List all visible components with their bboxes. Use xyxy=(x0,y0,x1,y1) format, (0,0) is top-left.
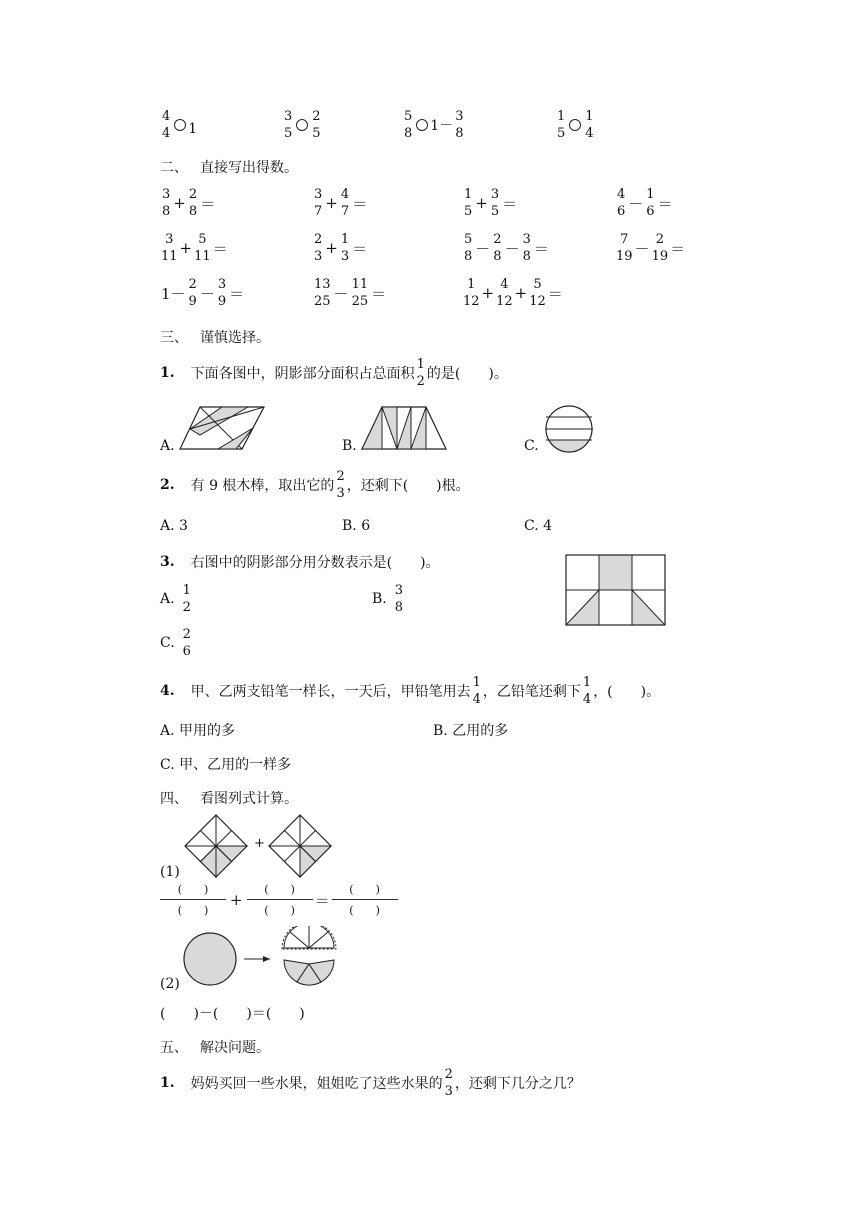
section-title: 看图列式计算。 xyxy=(200,791,298,807)
q2-option-c[interactable] xyxy=(524,518,552,534)
q1-option-a[interactable] xyxy=(160,438,175,454)
equals-sign: ＝ xyxy=(371,284,387,303)
fraction xyxy=(188,188,198,218)
denominator: 19 xyxy=(616,249,633,264)
calc-expression xyxy=(462,188,518,218)
question-number: 3. xyxy=(160,554,175,570)
denominator: 19 xyxy=(651,249,669,264)
fraction xyxy=(217,278,227,308)
calc-expression xyxy=(312,188,368,218)
q4-option-a[interactable] xyxy=(160,720,235,740)
numerator: 5 xyxy=(464,232,473,247)
numerator: 1 xyxy=(467,277,476,292)
denominator: 5 xyxy=(312,126,321,141)
question-4 xyxy=(160,676,660,706)
fraction xyxy=(492,233,502,263)
fraction xyxy=(313,278,332,308)
fraction xyxy=(182,628,192,658)
denominator: 12 xyxy=(463,294,480,309)
q3-grid-figure xyxy=(565,554,667,626)
fraction xyxy=(556,110,566,140)
section-title: 解决问题。 xyxy=(200,1040,270,1056)
option-label: B. xyxy=(372,591,387,607)
fraction xyxy=(645,188,655,218)
fraction xyxy=(194,233,211,263)
equals-sign: ＝ xyxy=(212,239,228,258)
fraction xyxy=(522,233,532,263)
s4-diamond-figure-2 xyxy=(268,814,332,878)
s4-diamond-figure-1 xyxy=(184,814,248,878)
equals-sign: ＝ xyxy=(502,194,518,213)
fraction xyxy=(496,278,513,308)
fraction xyxy=(394,584,404,614)
numerator: 5 xyxy=(198,232,207,247)
denominator: 2 xyxy=(182,600,191,615)
option-label: B. 6 xyxy=(342,518,371,534)
compare-prefix: 1－ xyxy=(430,118,454,134)
compare-circle[interactable] xyxy=(296,119,308,131)
denominator: 4 xyxy=(582,692,592,707)
denominator: 8 xyxy=(162,204,171,219)
denominator: 8 xyxy=(404,126,413,141)
denominator: 5 xyxy=(490,204,500,219)
equals-sign: ＝ xyxy=(547,284,563,303)
question-text: 妈妈买回一些水果，姐姐吃了这些水果的 xyxy=(190,1076,443,1092)
option-label: C. 甲、乙用的一样多 xyxy=(160,757,292,773)
fraction xyxy=(416,358,426,388)
denominator: 5 xyxy=(557,126,566,141)
question-2 xyxy=(160,470,470,500)
q1-figure-c-circle xyxy=(543,404,595,454)
numerator: 1 xyxy=(582,675,592,690)
denominator: 7 xyxy=(340,204,350,219)
fraction xyxy=(652,233,669,263)
option-label: A. 甲用的多 xyxy=(160,723,236,739)
denominator: 3 xyxy=(444,1084,453,1099)
operator: + xyxy=(514,284,528,302)
denominator: 12 xyxy=(529,294,546,309)
fraction xyxy=(490,188,500,218)
question-text-end: 的是( )。 xyxy=(426,366,508,382)
denominator: 8 xyxy=(455,126,464,141)
denominator: 8 xyxy=(464,249,473,264)
compare-circle[interactable] xyxy=(416,119,428,131)
fraction xyxy=(444,1068,454,1098)
q4-option-c[interactable] xyxy=(160,754,291,774)
q2-option-b[interactable] xyxy=(342,518,370,534)
operator: － xyxy=(628,194,644,213)
denominator: 3 xyxy=(336,486,345,501)
numerator: 2 xyxy=(444,1067,453,1082)
operator: + xyxy=(475,194,488,212)
section-heading-4 xyxy=(160,788,298,808)
numerator: 2 xyxy=(312,109,321,124)
q3-option-a[interactable] xyxy=(160,584,193,614)
numerator: 2 xyxy=(655,232,664,247)
question-text-end: ，还剩下几分之几？ xyxy=(454,1076,581,1092)
blank-fraction[interactable] xyxy=(160,884,226,916)
equals-sign: ＝ xyxy=(533,239,549,258)
operator: － xyxy=(634,239,650,258)
numerator: 3 xyxy=(162,187,171,202)
operator: + xyxy=(481,284,495,302)
question-text-end: ，( )。 xyxy=(593,684,661,700)
numerator: 13 xyxy=(314,277,331,292)
numerator: 1 xyxy=(182,583,191,598)
fraction xyxy=(161,233,178,263)
question-text: 右图中的阴影部分用分数表示是( )。 xyxy=(190,555,440,571)
compare-item-4 xyxy=(555,110,596,140)
fraction xyxy=(616,233,633,263)
question-number: 1. xyxy=(160,1075,175,1091)
denominator: 11 xyxy=(194,249,211,264)
denominator: 6 xyxy=(182,644,191,659)
operator: － xyxy=(333,284,349,303)
fraction xyxy=(340,233,350,263)
option-label: C. xyxy=(160,635,175,651)
denominator: 5 xyxy=(284,126,293,141)
equals-sign: ＝ xyxy=(657,194,673,213)
fraction xyxy=(463,278,480,308)
denominator: 3 xyxy=(340,249,350,264)
numerator: 2 xyxy=(314,232,323,247)
fraction xyxy=(529,278,546,308)
calc-expression xyxy=(160,188,216,218)
fraction xyxy=(454,110,464,140)
numerator: 1 xyxy=(464,187,473,202)
s4-subtraction-line[interactable]: ( )－( )＝( ) xyxy=(160,1006,305,1022)
operator: + xyxy=(173,194,186,212)
compare-circle[interactable] xyxy=(569,119,581,131)
section-number: 三、 xyxy=(160,330,188,346)
q1-option-b[interactable] xyxy=(342,438,357,454)
option-label: A. 3 xyxy=(160,518,188,534)
fraction xyxy=(311,110,321,140)
s4-part-1-label: (1) xyxy=(160,864,180,880)
fraction xyxy=(472,676,482,706)
question-text: 下面各图中，阴影部分面积占总面积 xyxy=(190,366,415,382)
q2-option-a[interactable] xyxy=(160,518,188,534)
option-label: B. xyxy=(342,438,357,454)
operator: － xyxy=(475,239,491,258)
section-number: 二、 xyxy=(160,160,188,176)
section-title: 直接写出得数。 xyxy=(200,160,298,176)
numerator: 3 xyxy=(165,232,174,247)
section-title: 谨慎选择。 xyxy=(200,330,270,346)
denominator: 11 xyxy=(161,249,178,264)
fraction xyxy=(463,233,473,263)
equals-sign: ＝ xyxy=(352,194,368,213)
numerator: 3 xyxy=(522,232,531,247)
problem-1 xyxy=(160,1068,581,1098)
numerator: 5 xyxy=(533,277,542,292)
option-label: C. xyxy=(524,438,539,454)
denominator: 5 xyxy=(464,204,473,219)
numerator: 2 xyxy=(188,277,197,292)
numerator: 2 xyxy=(182,627,191,642)
s4-circle-pie-figure xyxy=(182,926,342,990)
fraction xyxy=(313,233,323,263)
operator: － xyxy=(199,284,215,303)
calc-expression xyxy=(615,188,674,218)
blank-numerator[interactable]: ( ) xyxy=(247,884,313,900)
numerator: 4 xyxy=(162,109,171,124)
denominator: 8 xyxy=(394,600,404,615)
denominator: 4 xyxy=(162,126,171,141)
compare-item-1 xyxy=(160,110,197,140)
blank-numerator[interactable]: ( ) xyxy=(332,884,398,900)
numerator: 1 xyxy=(340,232,350,247)
numerator: 1 xyxy=(646,187,655,202)
plus-operator: + xyxy=(230,891,243,909)
question-text: 甲、乙两支铅笔一样长，一天后，甲铅笔用去 xyxy=(190,684,471,700)
operator: － xyxy=(504,239,520,258)
equals-sign: ＝ xyxy=(352,239,368,258)
numerator: 4 xyxy=(500,277,509,292)
question-number: 4. xyxy=(160,683,175,699)
q3-option-b[interactable] xyxy=(372,584,405,614)
numerator: 2 xyxy=(336,469,345,484)
section-heading-2 xyxy=(160,157,298,177)
compare-circle[interactable] xyxy=(174,119,186,131)
s4-plus-sign: + xyxy=(254,836,265,851)
section-heading-5 xyxy=(160,1037,270,1057)
calc-expression xyxy=(615,233,686,263)
denominator: 8 xyxy=(493,249,502,264)
denominator: 9 xyxy=(188,294,197,309)
numerator: 3 xyxy=(284,109,293,124)
numerator: 3 xyxy=(455,109,464,124)
question-text: 有 9 根木棒，取出它的 xyxy=(190,478,335,494)
numerator: 4 xyxy=(617,187,626,202)
numerator: 11 xyxy=(351,277,369,292)
numerator: 4 xyxy=(340,187,350,202)
section-number: 四、 xyxy=(160,791,188,807)
denominator: 2 xyxy=(416,374,425,389)
fraction xyxy=(313,188,323,218)
option-label: B. 乙用的多 xyxy=(433,723,509,739)
q1-option-c[interactable] xyxy=(524,438,539,454)
q3-option-c[interactable] xyxy=(160,628,193,658)
denominator: 6 xyxy=(646,204,655,219)
numerator: 1 xyxy=(585,109,594,124)
fraction xyxy=(283,110,293,140)
denominator: 25 xyxy=(314,294,331,309)
fraction xyxy=(403,110,413,140)
denominator: 25 xyxy=(351,294,369,309)
compare-item-3 xyxy=(402,110,465,140)
fraction xyxy=(340,188,350,218)
blank-denominator[interactable]: ( ) xyxy=(177,904,209,917)
fraction xyxy=(463,188,473,218)
numerator: 3 xyxy=(314,187,323,202)
denominator: 12 xyxy=(496,294,513,309)
fraction xyxy=(161,110,171,140)
calc-expression xyxy=(312,278,387,308)
question-3 xyxy=(160,552,440,572)
calc-expression xyxy=(160,278,245,308)
question-1 xyxy=(160,358,508,388)
calc-expression xyxy=(462,278,564,308)
fraction xyxy=(582,676,592,706)
operator: + xyxy=(325,194,338,212)
denominator: 8 xyxy=(522,249,531,264)
q1-figure-b-trapezoid xyxy=(360,405,448,453)
numerator: 1 xyxy=(557,109,566,124)
equals-sign: ＝ xyxy=(670,239,686,258)
denominator: 6 xyxy=(617,204,626,219)
blank-numerator[interactable]: ( ) xyxy=(160,884,226,900)
numerator: 1 xyxy=(416,357,425,372)
numerator: 3 xyxy=(217,277,227,292)
compare-item-2 xyxy=(282,110,323,140)
equals-sign: ＝ xyxy=(229,284,245,303)
denominator: 8 xyxy=(188,204,198,219)
numerator: 7 xyxy=(620,232,629,247)
question-number: 2. xyxy=(160,477,175,493)
s4-fraction-equation xyxy=(160,884,398,916)
equals-operator: ＝ xyxy=(314,891,330,910)
numerator: 2 xyxy=(188,187,198,202)
option-label: A. xyxy=(160,438,175,454)
calc-expression xyxy=(462,233,550,263)
denominator: 7 xyxy=(314,204,323,219)
s4-part-2-label: (2) xyxy=(160,976,180,992)
blank-fraction[interactable] xyxy=(247,884,313,916)
blank-denominator[interactable]: ( ) xyxy=(349,904,380,917)
numerator: 2 xyxy=(493,232,502,247)
question-text-mid: ，乙铅笔还剩下 xyxy=(482,684,581,700)
question-number: 1. xyxy=(160,365,175,381)
section-number: 五、 xyxy=(160,1040,188,1056)
fraction xyxy=(584,110,594,140)
denominator: 4 xyxy=(472,692,481,707)
fraction xyxy=(335,470,345,500)
calc-expression xyxy=(160,233,229,263)
blank-denominator[interactable]: ( ) xyxy=(264,904,295,917)
fraction xyxy=(616,188,626,218)
numerator: 3 xyxy=(394,583,404,598)
expression-prefix: 1－ xyxy=(161,284,186,303)
operator: + xyxy=(179,239,193,257)
denominator: 4 xyxy=(585,126,594,141)
fraction xyxy=(188,278,198,308)
calc-expression xyxy=(312,233,368,263)
numerator: 1 xyxy=(472,675,481,690)
equals-sign: ＝ xyxy=(200,194,216,213)
q4-option-b[interactable] xyxy=(433,720,508,740)
compare-value: 1 xyxy=(188,121,198,137)
fraction xyxy=(161,188,171,218)
fraction xyxy=(182,584,192,614)
fraction xyxy=(351,278,370,308)
denominator: 3 xyxy=(314,249,323,264)
numerator: 5 xyxy=(404,109,413,124)
option-label: C. 4 xyxy=(524,518,553,534)
blank-fraction[interactable] xyxy=(332,884,398,916)
denominator: 9 xyxy=(217,294,227,309)
operator: + xyxy=(325,239,338,257)
q1-figure-a-parallelogram xyxy=(178,405,266,453)
section-heading-3 xyxy=(160,327,270,347)
question-text-end: ，还剩下( )根。 xyxy=(346,478,470,494)
numerator: 3 xyxy=(490,187,500,202)
option-label: A. xyxy=(160,591,175,607)
